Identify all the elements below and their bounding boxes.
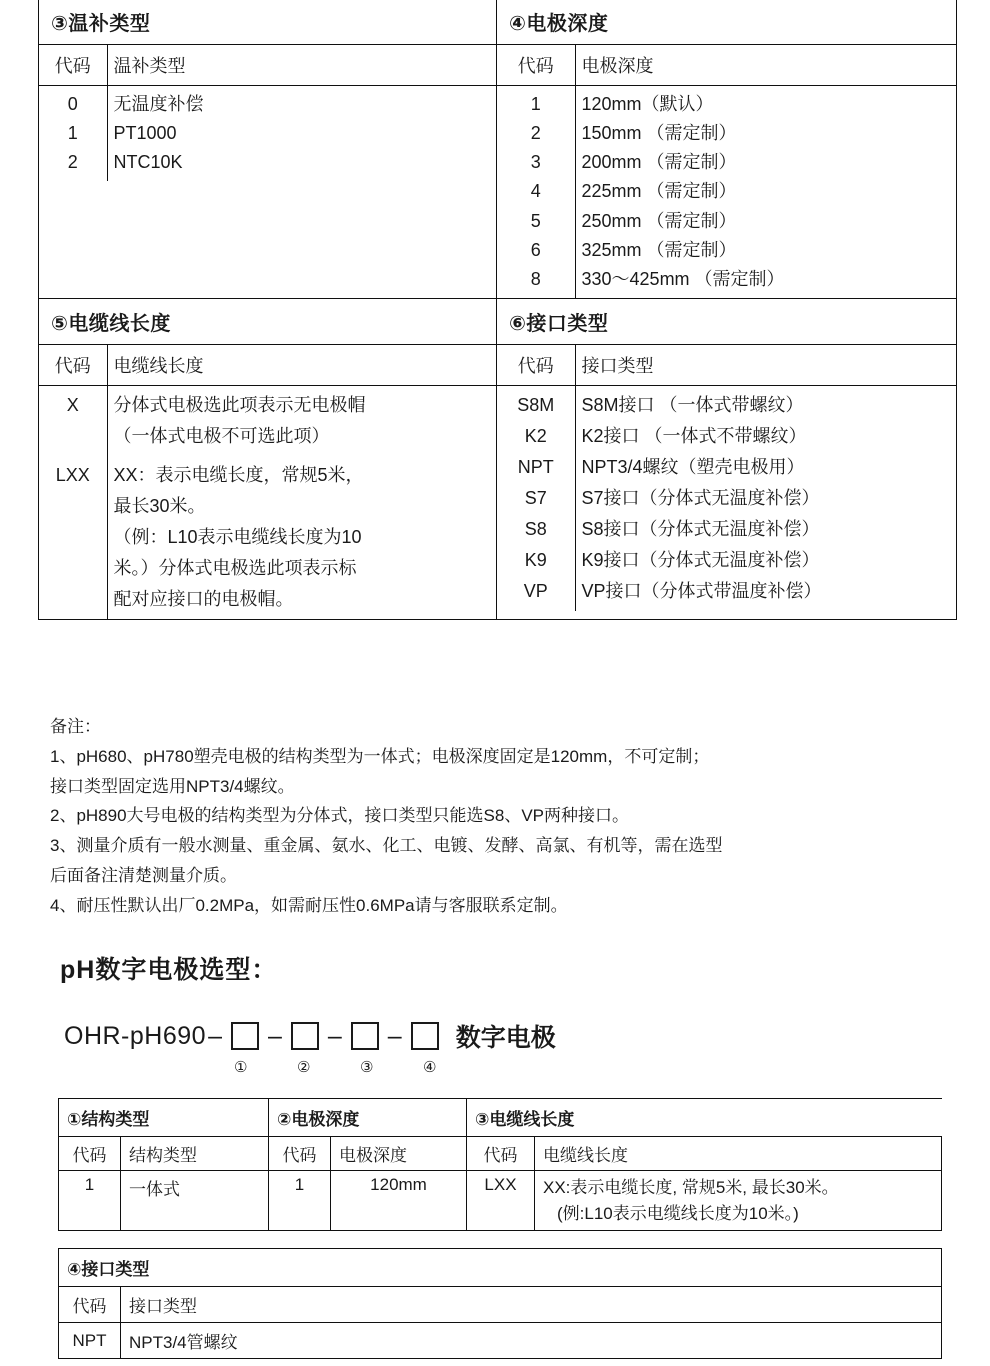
table-header-row	[497, 345, 956, 386]
table-header-row	[39, 45, 496, 86]
column-header-code: 代码	[39, 45, 107, 86]
code-item: 1	[530, 94, 541, 114]
section-header-cell-3	[39, 0, 497, 45]
value-item: K2接口 （一体式不带螺纹）	[581, 426, 807, 447]
table-row	[39, 299, 957, 345]
section-header-cell-6	[497, 299, 957, 345]
code-item: S8M	[517, 395, 555, 416]
code-item: 5	[530, 210, 541, 231]
column-header-value: 电极深度	[331, 1137, 467, 1171]
note-line: 4、耐压性默认出厂0.2MPa，如需耐压性0.6MPa请与客服联系定制。	[50, 895, 568, 915]
ph690-options-table	[58, 1098, 942, 1231]
table-header-row	[39, 345, 496, 386]
table-header-row	[497, 45, 956, 86]
table-row	[59, 1099, 942, 1137]
column-header-value: 结构类型	[121, 1137, 269, 1171]
code-item: NPT	[517, 457, 554, 477]
column-header-code: 代码	[467, 1137, 535, 1171]
table-header-row	[59, 1137, 942, 1171]
code-item: LXX	[467, 1171, 535, 1231]
value-item: VP接口（分体式带温度补偿）	[581, 580, 822, 601]
model-code-line	[64, 1018, 556, 1054]
note-line: 2、pH890大号电极的结构类型为分体式，接口类型只能选S8、VP两种接口。	[50, 806, 630, 826]
value-item: NPT3/4管螺纹	[121, 1323, 942, 1359]
column-header-code: 代码	[39, 345, 107, 386]
model-slot-1	[231, 1022, 259, 1050]
value-item: 无温度补偿	[113, 94, 204, 114]
value-item: 250mm （需定制）	[581, 210, 737, 231]
sub-table-5	[39, 345, 496, 619]
sub-table-4	[497, 45, 956, 298]
code-item: 6	[530, 239, 541, 260]
code-item: S7	[524, 487, 547, 508]
section-body-4	[497, 45, 957, 299]
value-line: 配对应接口的电极帽。	[113, 588, 294, 609]
model-dash: –	[267, 1021, 282, 1050]
value-item: 330～425mm （需定制）	[581, 268, 785, 289]
group-title-structure: ①结构类型	[59, 1099, 269, 1137]
table-row	[39, 45, 957, 299]
group-title-interface: ④接口类型	[59, 1249, 942, 1287]
value-list	[575, 386, 956, 611]
note-line: 1、pH680、pH780塑壳电极的结构类型为一体式；电极深度固定是120mm，不可定制；	[50, 746, 710, 766]
table-row	[39, 86, 496, 182]
code-item: 3	[530, 152, 541, 173]
table-row	[39, 0, 957, 45]
value-line: XX:表示电缆长度, 常规5米, 最长30米。	[543, 1178, 839, 1197]
value-item: K9接口（分体式无温度补偿）	[581, 549, 820, 570]
model-slot-2	[291, 1022, 319, 1050]
value-cell	[107, 456, 496, 619]
value-line: XX：表示电缆长度，常规5米，	[113, 465, 364, 485]
value-item: 200mm （需定制）	[581, 152, 737, 173]
value-item: S7接口（分体式无温度补偿）	[581, 487, 820, 508]
code-item: 4	[530, 181, 541, 202]
value-item: PT1000	[113, 123, 177, 144]
column-header-value: 接口类型	[575, 345, 956, 386]
column-header-code: 代码	[497, 45, 575, 86]
table-row	[39, 456, 496, 619]
code-item: LXX	[55, 465, 90, 485]
section-title: ⑥接口类型	[509, 313, 609, 336]
value-list	[107, 86, 496, 182]
model-prefix: OHR-pH690	[64, 1021, 207, 1050]
note-line: 后面备注清楚测量介质。	[50, 865, 237, 885]
value-line: (例:L10表示电缆线长度为10米。)	[557, 1203, 799, 1223]
value-item: 120mm	[331, 1171, 467, 1231]
value-item: S8M接口 （一体式带螺纹）	[581, 395, 804, 416]
notes-title: 备注：	[50, 717, 101, 736]
code-item: 2	[67, 152, 78, 173]
note-line: 3、测量介质有一般水测量、重金属、氨水、化工、电镀、发酵、高氯、有机等，需在选型	[50, 836, 723, 855]
column-header-value: 温补类型	[107, 45, 496, 86]
value-item: 120mm（默认）	[581, 94, 714, 114]
section-title: ⑤电缆线长度	[51, 313, 171, 336]
slot-marker-4: ④	[423, 1059, 437, 1076]
column-header-value: 电缆线长度	[107, 345, 496, 386]
note-line: 接口类型固定选用NPT3/4螺纹。	[50, 776, 295, 796]
code-item: 0	[67, 94, 78, 114]
column-header-code: 代码	[269, 1137, 331, 1171]
notes-block	[50, 712, 950, 920]
section-body-5	[39, 345, 497, 620]
column-header-code: 代码	[59, 1287, 121, 1323]
code-item: VP	[523, 580, 548, 601]
model-suffix: 数字电极	[455, 1024, 556, 1052]
section-body-6	[497, 345, 957, 620]
spec-selection-table	[38, 0, 957, 620]
ph690-interface-table	[58, 1248, 942, 1359]
section-heading-ph-digital: pH数字电极选型：	[60, 956, 278, 984]
column-header-value: 电缆线长度	[535, 1137, 942, 1171]
table-row	[59, 1323, 942, 1359]
table-row	[59, 1249, 942, 1287]
section-title: ④电极深度	[509, 13, 609, 35]
table-header-row	[59, 1287, 942, 1323]
value-line: （一体式电极不可选此项）	[113, 426, 330, 447]
section-body-3	[39, 45, 497, 299]
sub-table-6	[497, 345, 956, 611]
sub-table-3	[39, 45, 496, 181]
value-item: S8接口（分体式无温度补偿）	[581, 518, 820, 539]
code-item: K9	[524, 549, 547, 570]
code-item: S8	[524, 518, 547, 539]
code-list	[497, 386, 575, 611]
column-header-code: 代码	[59, 1137, 121, 1171]
value-item: 325mm （需定制）	[581, 239, 737, 260]
table-row	[497, 386, 956, 611]
code-item: K2	[524, 426, 547, 447]
value-cell	[535, 1171, 942, 1231]
value-cell	[107, 386, 496, 456]
value-item: NPT3/4螺纹（塑壳电极用）	[581, 457, 805, 477]
table-row	[39, 386, 496, 456]
table-row	[59, 1171, 942, 1231]
table-row	[497, 86, 956, 299]
value-item: 一体式	[121, 1171, 269, 1231]
section-header-cell-5	[39, 299, 497, 345]
value-line: （例：L10表示电缆线长度为10	[113, 526, 362, 547]
section-title: ③温补类型	[51, 13, 151, 35]
model-dash: –	[327, 1021, 342, 1050]
code-item: NPT	[59, 1323, 121, 1359]
code-item: 1	[269, 1171, 331, 1231]
model-slot-4	[411, 1022, 439, 1050]
section-header-cell-4	[497, 0, 957, 45]
value-line: 分体式电极选此项表示无电极帽	[113, 395, 366, 416]
code-item: 2	[530, 123, 541, 144]
value-item: NTC10K	[113, 152, 183, 173]
group-title-cable: ③电缆线长度	[467, 1099, 942, 1137]
code-list	[497, 86, 575, 299]
model-slot-3	[351, 1022, 379, 1050]
slot-marker-1: ①	[234, 1059, 248, 1076]
column-header-value: 接口类型	[121, 1287, 942, 1323]
group-title-depth: ②电极深度	[269, 1099, 467, 1137]
slot-marker-2: ②	[297, 1059, 311, 1076]
value-list	[575, 86, 956, 299]
code-item: 1	[67, 123, 78, 144]
value-line: 米。）分体式电极选此项表示标	[113, 557, 357, 578]
code-item: X	[66, 395, 79, 416]
column-header-code: 代码	[497, 345, 575, 386]
code-item: 8	[530, 268, 541, 289]
code-item: 1	[59, 1171, 121, 1231]
slot-marker-3: ③	[360, 1059, 374, 1076]
value-line: 最长30米。	[113, 495, 206, 516]
value-item: 225mm （需定制）	[581, 181, 737, 202]
code-list	[39, 86, 107, 182]
table-row	[39, 345, 957, 620]
column-header-value: 电极深度	[575, 45, 956, 86]
value-item: 150mm （需定制）	[581, 123, 737, 144]
model-dash: –	[387, 1021, 402, 1050]
model-dash: –	[208, 1021, 222, 1050]
